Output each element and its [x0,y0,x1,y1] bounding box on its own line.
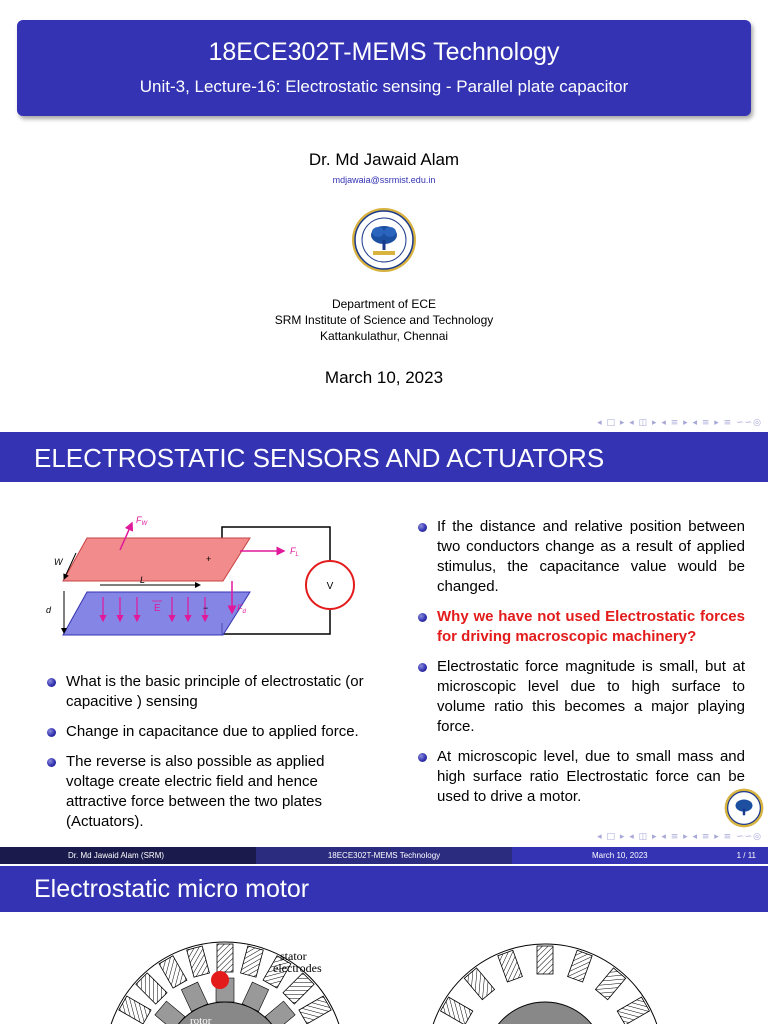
footer-right [512,847,768,864]
minus-sign: − [203,603,209,613]
width-label: W [54,557,63,567]
institute-name: SRM Institute of Science and Technology [274,313,494,327]
left-bullet-list [44,672,374,842]
location: Kattankulathur, Chennai [319,329,449,343]
footer-author: Dr. Md Jawaid Alam (SRM) [0,847,256,864]
title-slide [0,0,768,432]
frame-title: ELECTROSTATIC SENSORS AND ACTUATORS [34,443,605,473]
course-title: 18ECE302T-MEMS Technology [208,38,560,66]
author-email[interactable]: mdjawaia@ssrmist.edu.in [332,175,436,185]
stator-label: stator [280,949,307,963]
institution-block [0,296,768,344]
right-bullet-list [415,517,745,817]
lecture-subtitle: Unit-3, Lecture-16: Electrostatic sensing - Parallel plate capacitor [139,77,629,96]
list-item: If the distance and relative position between two conductors change as a result of applied stimulus, the capacitance value would be changed. [415,517,745,597]
title-banner [17,20,751,116]
force-w-label: $F_W$ [136,515,148,527]
beamer-nav-controls[interactable]: ◂ □ ▸ ◂ ◫ ▸ ◂ ≡ ▸ ◂ ≡ ▸ ≡ ∽∽◎ [597,418,762,428]
parallel-plate-capacitor-diagram [40,505,380,650]
force-l-label: $F_L$ [290,546,299,558]
frame-title-bar [0,432,768,482]
field-label: E [154,603,161,614]
footer-course: 18ECE302T-MEMS Technology [256,847,512,864]
length-label: L [140,575,146,585]
plus-sign: + [206,554,212,564]
frame-title: Electrostatic micro motor [34,875,310,903]
list-item: The reverse is also possible as applied voltage create electric field and hence attractive force between the two plates (Actuators). [44,752,374,832]
author-name: Dr. Md Jawaid Alam [308,150,460,169]
footer-date: March 10, 2023 [592,851,648,860]
presentation-date: March 10, 2023 [324,368,444,387]
gap-label: d [46,605,52,615]
department: Department of ECE [331,297,437,311]
page-number: 1 / 11 [736,851,756,860]
rotor-label: rotor [190,1015,212,1024]
voltmeter-label: V [326,581,334,592]
university-seal-icon [351,207,417,273]
list-item: Electrostatic force magnitude is small, but at microscopic level due to high surface to volume ratio this becomes a major playing force. [415,657,745,737]
electrodes-label: electrodes [273,961,322,975]
highlight-question: Why we have not used Electrostatic forces for driving macroscopic machinery? [415,607,745,647]
slide-footer [0,847,768,864]
micro-motor-diagram [0,912,768,1024]
list-item: What is the basic principle of electrostatic (or capacitive ) sensing [44,672,374,712]
beamer-nav-controls[interactable]: ◂ □ ▸ ◂ ◫ ▸ ◂ ≡ ▸ ◂ ≡ ▸ ≡ ∽∽◎ [597,832,762,842]
force-d-label: $F_d$ [237,603,246,615]
university-seal-icon [724,788,764,828]
list-item: At microscopic level, due to small mass and high surface ratio Electrostatic force can be used to drive a motor. [415,747,745,807]
frame-title-bar [0,866,768,912]
list-item: Change in capacitance due to applied force. [44,722,374,742]
